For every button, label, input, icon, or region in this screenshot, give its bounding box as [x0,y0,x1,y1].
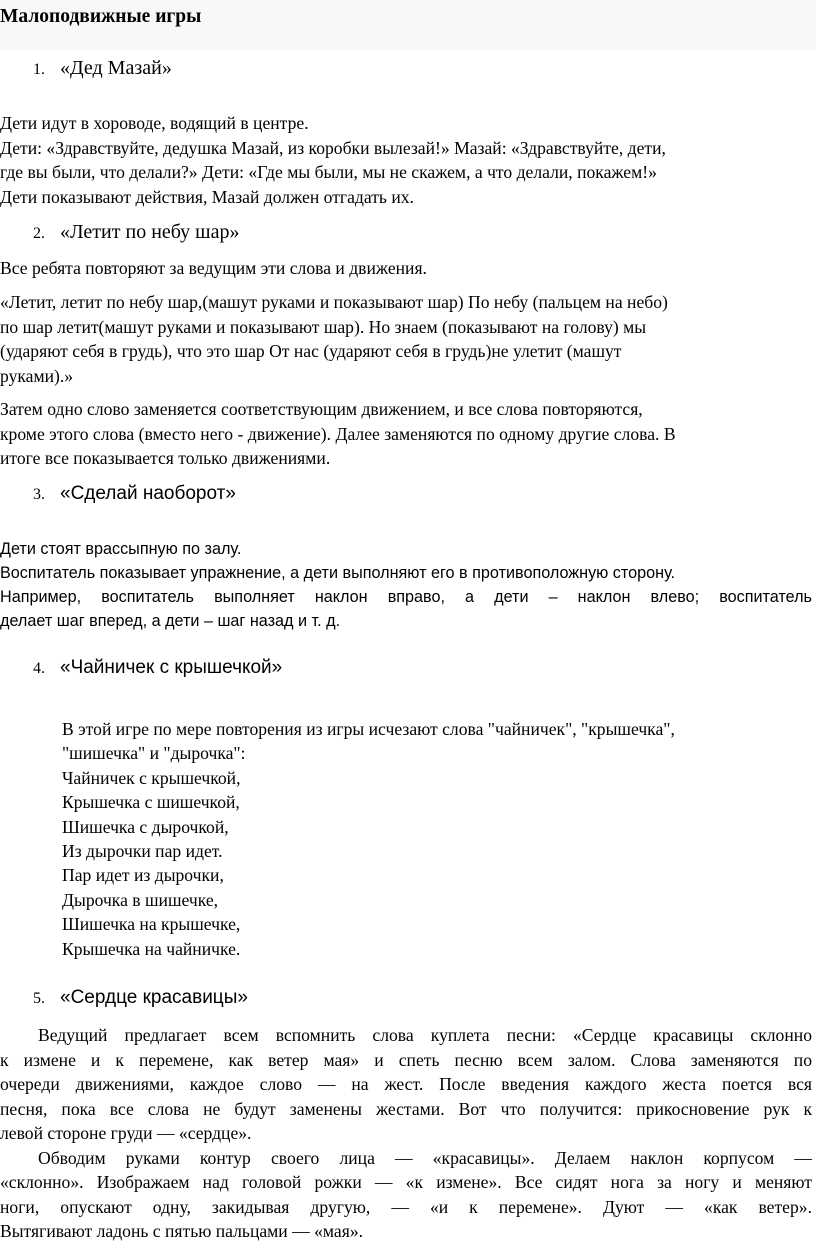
text-line: Дети показывают действия, Мазай должен отгадать их. [0,186,414,207]
game-number: 3. [33,486,45,503]
text-line: Затем одно слово заменяется соответствующим движением, и все слова повторяются, [0,399,643,419]
game-name: «Дед Мазай» [60,57,172,79]
text-line: В этой игре по мере повторения из игры исчезают слова "чайничек", "крышечка", [62,719,675,739]
game-4-text [62,717,812,961]
text-line: Например, воспитатель выполняет наклон вправо, а дети – наклон влево; воспитатель [0,588,812,606]
game-number: 2. [33,225,45,242]
text-line: (ударяют себя в грудь), что это шар От нас (ударяют себя в грудь)не улетит (машут [0,341,622,361]
game-heading-2 [33,219,239,247]
game-number: 4. [33,660,45,677]
text-line: Дети: «Здравствуйте, дедушка Мазай, из коробки вылезай!» Мазай: «Здравствуйте, дети, [0,137,666,158]
game-name: «Сердце красавицы» [60,987,248,1008]
text-line: песня, пока все слова не будут заменены жестами. Вот что получится: прикосновение рук к [0,1098,812,1119]
text-line: «склонно». Изображаем над головой рожки — «к измене». Все сидят нога за ногу и меняют [0,1172,812,1192]
text-line: Дети стоят врассыпную по залу. [0,540,242,558]
game-number: 5. [33,990,45,1007]
game-1-text [0,111,812,209]
text-line: «Летит, летит по небу шар,(машут руками и показывают шар) По небу (пальцем на небо) [0,292,668,312]
text-line: Крышечка на чайничке. [62,938,241,959]
text-line: левой стороне груди — «сердце». [0,1123,252,1143]
text-line: Воспитатель показывает упражнение, а дети выполняют его в противоположную сторону. [0,564,676,582]
text-line: Ведущий предлагает всем вспомнить слова куплета песни: «Сердце красавицы склонно [38,1025,812,1045]
game-2-rules [0,397,812,471]
game-heading-5 [33,985,248,1012]
game-name: «Сделай наоборот» [60,483,236,504]
text-line: Обводим руками контур своего лица — «красавицы». Делаем наклон корпусом — [38,1147,812,1168]
text-line: где вы были, что делали?» Дети: «Где мы были, мы не скажем, а что делали, покажем!» [0,162,657,182]
text-line: очереди движениями, каждое слово — на жест. После введения каждого жеста поется вся [0,1074,812,1094]
text-line: Шишечка с дырочкой, [62,816,229,837]
game-name: «Чайничек с крышечкой» [60,657,283,678]
game-3-text [0,537,812,633]
game-name: «Летит по небу шар» [60,221,240,243]
game-heading-4 [33,655,282,682]
text-line: Из дырочки пар идет. [62,840,223,861]
game-2-intro [0,256,812,281]
text-line: делает шаг вперед, а дети – шаг назад и т. д. [0,612,341,630]
text-line: руками).» [0,365,74,386]
game-heading-3 [33,481,236,508]
text-line: кроме этого слова (вместо него - движение). Далее заменяются по одному другие слова. В [0,423,676,444]
text-line: "шишечка" и "дырочка": [62,743,246,764]
text-line: Дырочка в шишечке, [62,889,219,910]
text-line: ноги, опускают одну, закидывая другую, — «и к перемене». Дуют — «как ветер». [0,1196,812,1217]
text-line: Пар идет из дырочки, [62,865,224,886]
text-line: Крышечка с шишечкой, [62,792,240,813]
text-line: итоге все показывается только движениями. [0,448,331,468]
text-line: Все ребята повторяют за ведущим эти слова и движения. [0,258,427,278]
game-2-song [0,290,812,388]
game-5-text [0,1023,812,1244]
game-number: 1. [33,61,45,78]
text-line: Вытягивают ладонь с пятью пальцами — «мая». [0,1221,364,1241]
text-line: по шар летит(машут руками и показывают шар). Но знаем (показывают на голову) мы [0,316,647,337]
document-title: Малоподвижные игры [0,6,202,27]
text-line: Шишечка на крышечке, [62,914,241,935]
text-line: Чайничек с крышечкой, [62,767,241,788]
game-heading-1 [33,55,172,83]
text-line: Дети идут в хороводе, водящий в центре. [0,113,309,133]
text-line: к измене и к перемене, как ветер мая» и спеть песню всем залом. Слова заменяются по [0,1049,812,1070]
